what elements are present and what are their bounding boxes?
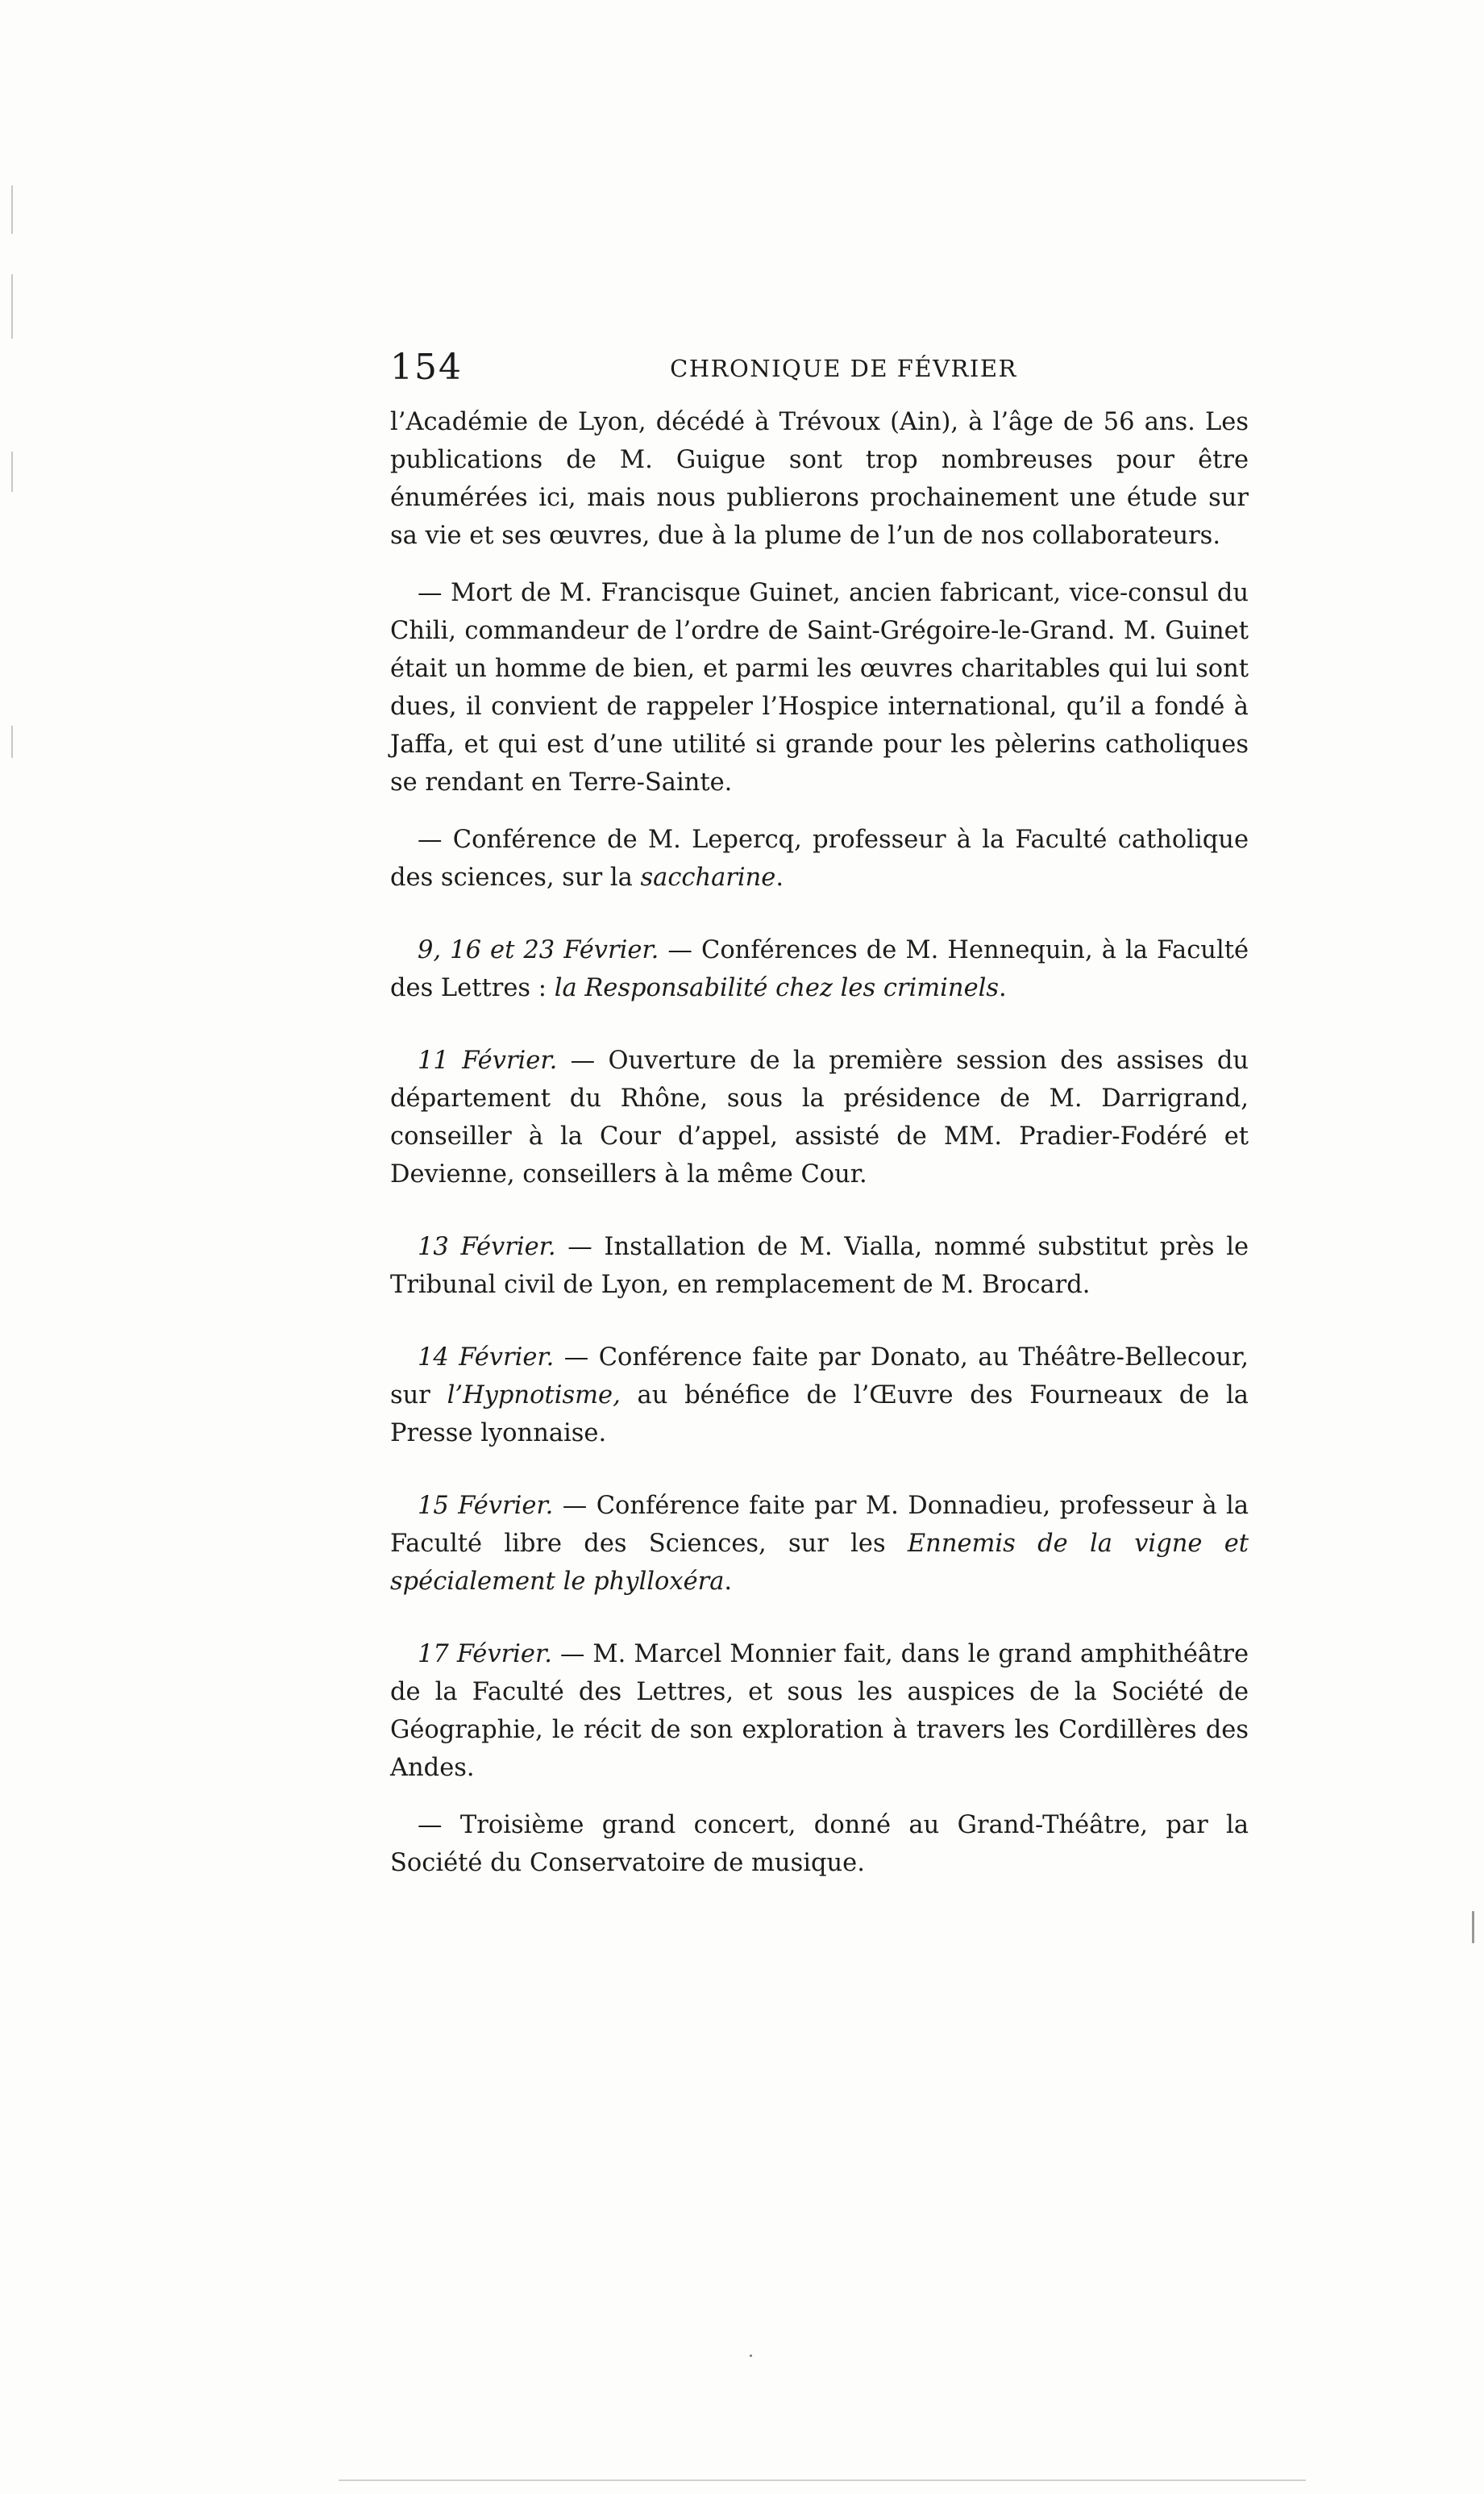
paragraph-text: . bbox=[724, 1568, 733, 1596]
entry-date: 11 Février. bbox=[418, 1047, 558, 1075]
entry-hennequin bbox=[390, 931, 1249, 1007]
entry-date: 17 Février. bbox=[418, 1640, 552, 1668]
paragraph-text: — Conférences de M. Hennequin, à la Faculté des Lettres : bbox=[390, 936, 1249, 1002]
paragraph-text: — Ouverture de la première session des assises du département du Rhône, sous la présidence de M. Darrigrand, conseiller à la Cour d’appel, assisté de MM. Pradier-Fodéré et Devienne, conseillers à la même Cour. bbox=[390, 1047, 1249, 1189]
paragraph-text: — M. Marcel Monnier fait, dans le grand amphithéâtre de la Faculté des Lettres, et sous les auspices de la Société de Géographie, le récit de son exploration à travers les Cordillères des Andes. bbox=[390, 1640, 1249, 1782]
paragraph-concert bbox=[390, 1806, 1249, 1882]
entry-date: 13 Février. bbox=[418, 1233, 556, 1261]
page-number: 154 bbox=[390, 347, 463, 388]
entry-assises bbox=[390, 1042, 1249, 1193]
entry-date: 14 Février. bbox=[418, 1343, 555, 1372]
scan-edge-mark bbox=[11, 274, 13, 339]
paragraph-text: — Conférence faite par M. Donnadieu, professeur à la Faculté libre des Sciences, sur les bbox=[390, 1492, 1249, 1558]
paragraph-text: — Troisième grand concert, donné au Grand-Théâtre, par la Société du Conservatoire de musique. bbox=[390, 1811, 1249, 1877]
book-page bbox=[390, 347, 1249, 1901]
paragraph-text: . bbox=[775, 864, 784, 892]
paragraph-text: — Mort de M. Francisque Guinet, ancien fabricant, vice-consul du Chili, commandeur de l’ordre de Saint-Grégoire-le-Grand. M. Guinet était un homme de bien, et parmi les œuvres charitables qui lui sont dues, il convient de rappeler l’Hospice international, qu’il a fondé à Jaffa, et qui est d’une utilité si grande pour les pèlerins catholiques se rendant en Terre-Sainte. bbox=[390, 579, 1249, 797]
entry-date: 15 Février. bbox=[418, 1492, 554, 1520]
work-title: saccharine bbox=[640, 864, 776, 892]
scan-bottom-rule bbox=[339, 2479, 1306, 2481]
scan-edge-mark bbox=[11, 185, 13, 234]
work-title: Ennemis de la vigne et spécialement le phylloxéra bbox=[390, 1530, 1249, 1596]
paragraph-text: . bbox=[999, 974, 1007, 1002]
paragraph-guinet bbox=[390, 574, 1249, 801]
chronicle-body bbox=[390, 403, 1249, 1882]
running-title: CHRONIQUE DE FÉVRIER bbox=[670, 355, 1017, 382]
paragraph-text: — Installation de M. Vialla, nommé substitut près le Tribunal civil de Lyon, en remplacement de M. Brocard. bbox=[390, 1233, 1249, 1299]
paragraph-continuation bbox=[390, 403, 1249, 555]
entry-date: 9, 16 et 23 Février. bbox=[418, 936, 659, 964]
entry-monnier bbox=[390, 1635, 1249, 1787]
paragraph-text: — Conférence de M. Lepercq, professeur à la Faculté catholique des sciences, sur la bbox=[390, 826, 1249, 892]
entry-vialla bbox=[390, 1228, 1249, 1304]
work-title: l’Hypnotisme, bbox=[447, 1381, 621, 1409]
paragraph-text: — Conférence faite par Donato, au Théâtre-Bellecour, sur bbox=[390, 1343, 1249, 1409]
paragraph-lepercq bbox=[390, 821, 1249, 897]
scan-edge-mark bbox=[11, 452, 13, 492]
scan-speck bbox=[750, 2355, 752, 2357]
work-title: la Responsabilité chez les criminels bbox=[554, 974, 1000, 1002]
paragraph-text: au bénéfice de l’Œuvre des Fourneaux de la Presse lyonnaise. bbox=[390, 1381, 1249, 1447]
page-header bbox=[390, 347, 1249, 397]
paragraph-text: l’Académie de Lyon, décédé à Trévoux (Ain), à l’âge de 56 ans. Les publications de M. Guigue sont trop nombreuses pour être énumérées ici, mais nous publierons prochainement une étude sur sa vie et ses œuvres, due à la plume de l’un de nos collaborateurs. bbox=[390, 408, 1249, 550]
scan-speck bbox=[1472, 1911, 1474, 1943]
entry-donnadieu bbox=[390, 1487, 1249, 1601]
entry-donato bbox=[390, 1339, 1249, 1452]
scan-edge-mark bbox=[11, 726, 13, 758]
